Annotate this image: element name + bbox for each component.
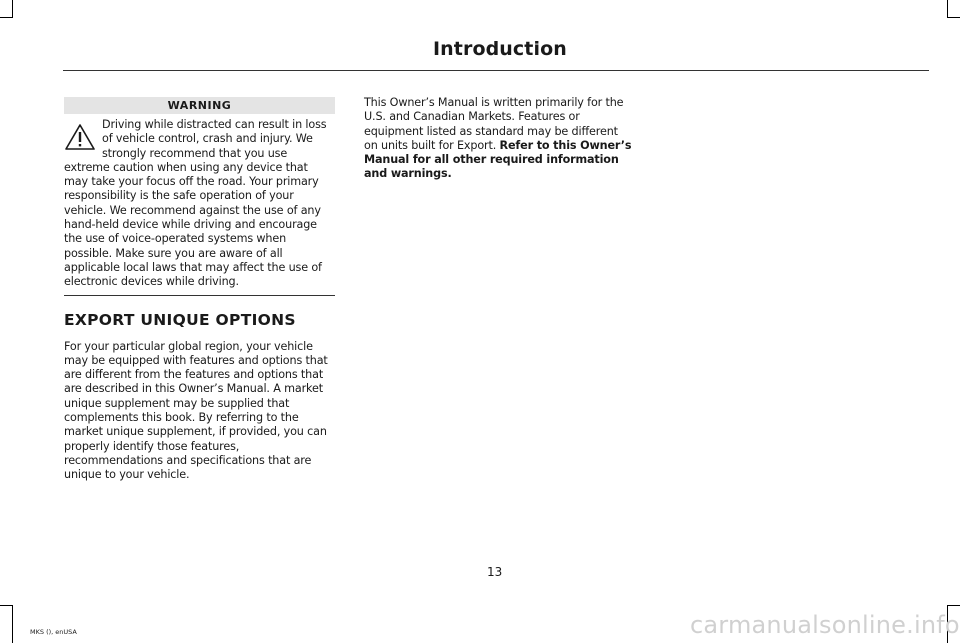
left-column <box>64 97 335 483</box>
right-column <box>364 96 634 182</box>
warning-text: Driving while distracted can result in loss of vehicle control, crash and injury. We strongly recommend that you use extreme caution when using any device that may take your focus off the road. Your primary responsibility is the safe operation of your vehicle. We recommend against the use of any hand-held device while driving and encourage the use of voice-operated systems when possible. Make sure you are aware of all applicable local laws that may affect the use of electronic devices while driving. <box>64 118 327 289</box>
page-title: Introduction <box>433 38 567 60</box>
warning-box <box>64 118 335 290</box>
crop-mark <box>0 17 13 18</box>
manual-note-text: This Owner’s Manual is written primarily for the U.S. and Canadian Markets. Features or equipment listed as standard may be different on units built for Export. <box>364 96 624 152</box>
section-heading: EXPORT UNIQUE OPTIONS <box>64 310 296 329</box>
warning-heading: WARNING <box>64 97 335 114</box>
warning-divider <box>64 295 335 296</box>
crop-mark <box>0 605 13 606</box>
warning-triangle-icon <box>64 123 96 151</box>
export-paragraph: For your particular global region, your vehicle may be equipped with features and options that are different from the features and options that are described in this Owner’s Manual. A market unique supplement may be supplied that complements this book. By referring to the market unique supplement, if provided, you can properly identify those features, recommendations and specifications that are unique to your vehicle. <box>64 339 328 482</box>
doc-code: MKS (), enUSA <box>30 628 77 636</box>
crop-mark <box>12 605 13 643</box>
page-number: 13 <box>487 565 503 579</box>
crop-mark <box>12 0 13 18</box>
manual-note-paragraph <box>364 96 634 182</box>
header-divider <box>63 70 929 71</box>
crop-mark <box>947 17 960 18</box>
watermark: carmanualsonline.info <box>690 611 960 639</box>
manual-note-bold: Refer to this Owner’s Manual for all other required information and warnings. <box>364 138 632 181</box>
crop-mark <box>947 0 948 18</box>
crop-mark <box>947 605 960 606</box>
